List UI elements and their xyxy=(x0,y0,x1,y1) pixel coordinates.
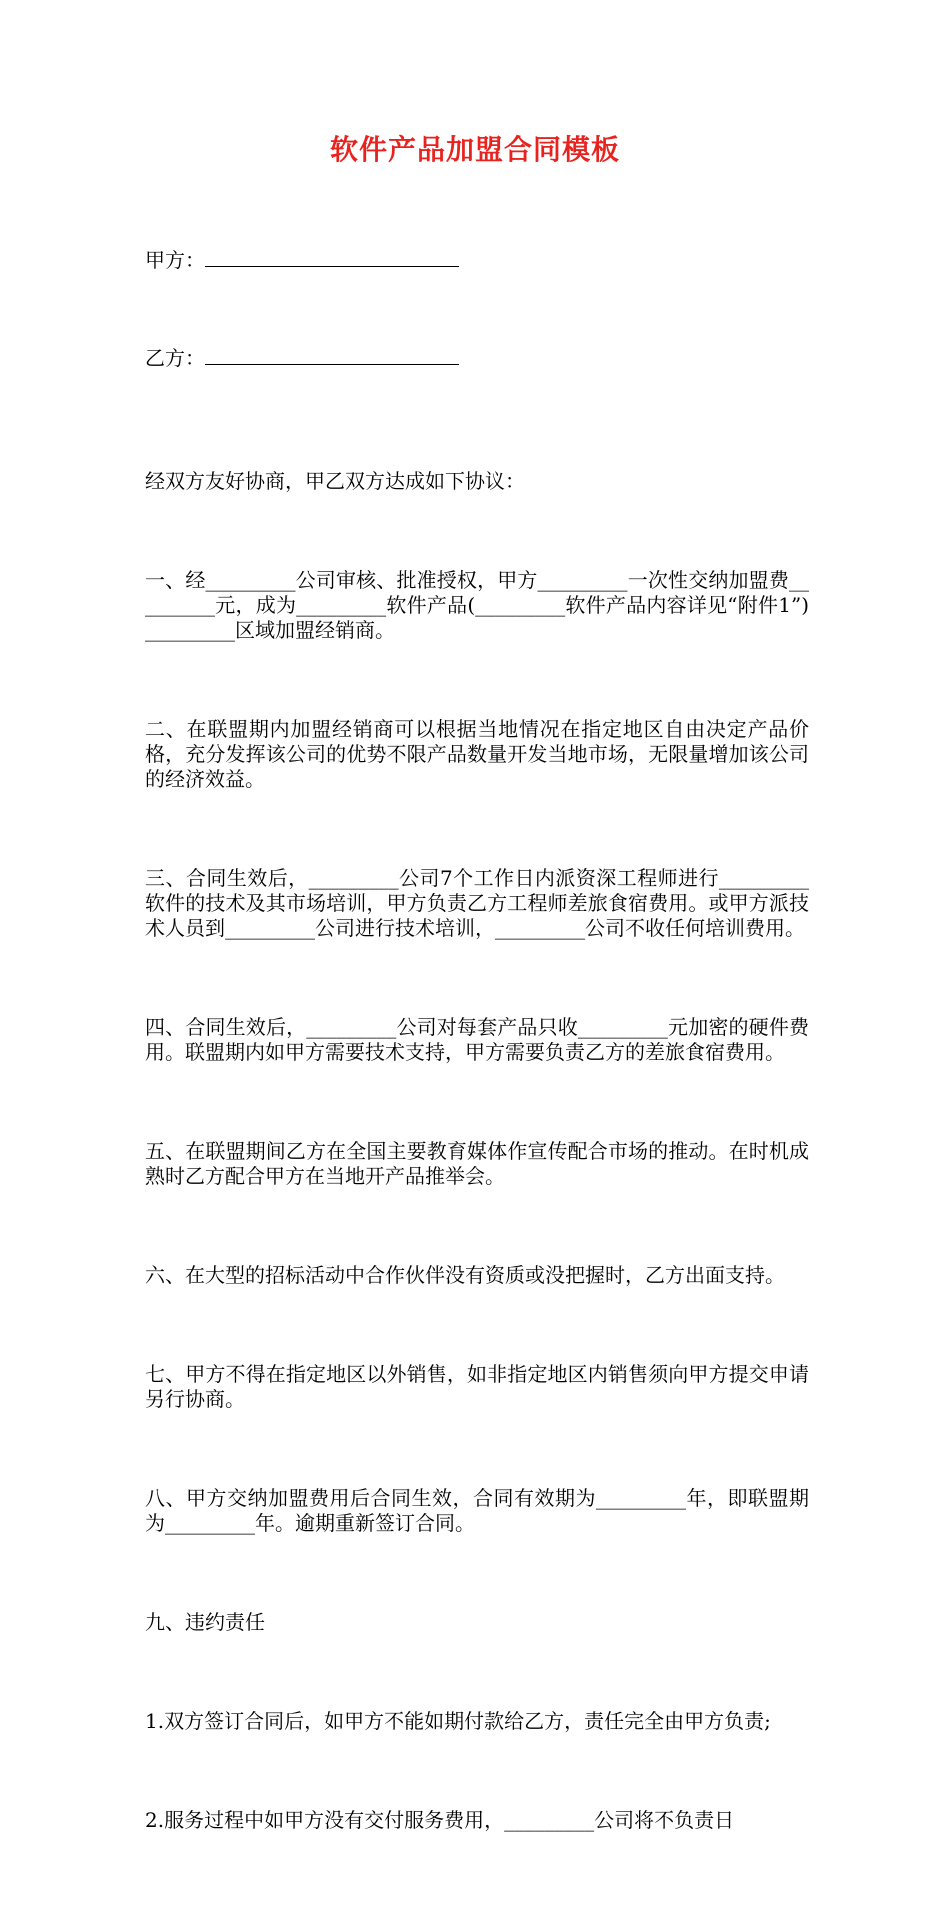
paragraph: 经双方友好协商，甲乙双方达成如下协议： xyxy=(145,469,525,493)
party-b-line xyxy=(145,346,809,371)
party-a-label: 甲方： xyxy=(145,248,205,272)
party-b-blank xyxy=(205,346,459,365)
section-heading: 九、违约责任 xyxy=(145,1610,265,1634)
paragraph: 三、合同生效后，_________公司7个工作日内派资深工程师进行_________软件的技术及其市场培训，甲方负责乙方工程师差旅食宿费用。或甲方派技术人员到_________公司进行技术培训，_________公司不收任何培训费用。 xyxy=(145,866,809,940)
document-body xyxy=(145,198,809,1907)
paragraph: 二、在联盟期内加盟经销商可以根据当地情况在指定地区自由决定产品价格，充分发挥该公司的优势不限产品数量开发当地市场，无限量增加该公司的经济效益。 xyxy=(145,717,809,791)
paragraph: 一、经_________公司审核、批准授权，甲方_________一次性交纳加盟费_________元，成为_________软件产品(_________软件产品内容详见“附件1”)_________区域加盟经销商。 xyxy=(145,568,809,642)
party-a-line xyxy=(145,248,809,273)
paragraph: 1.双方签订合同后，如甲方不能如期付款给乙方，责任完全由甲方负责; xyxy=(145,1709,771,1733)
paragraph: 七、甲方不得在指定地区以外销售，如非指定地区内销售须向甲方提交申请另行协商。 xyxy=(145,1362,809,1411)
paragraph: 五、在联盟期间乙方在全国主要教育媒体作宣传配合市场的推动。在时机成熟时乙方配合甲方在当地开产品推举会。 xyxy=(145,1139,809,1188)
paragraph: 四、合同生效后，_________公司对每套产品只收_________元加密的硬件费用。联盟期内如甲方需要技术支持，甲方需要负责乙方的差旅食宿费用。 xyxy=(145,1015,809,1064)
document-title: 软件产品加盟合同模板 xyxy=(329,133,620,166)
paragraph: 六、在大型的招标活动中合作伙伴没有资质或没把握时，乙方出面支持。 xyxy=(145,1263,785,1287)
party-a-blank xyxy=(205,248,459,267)
party-b-label: 乙方： xyxy=(145,346,205,370)
paragraph: 八、甲方交纳加盟费用后合同生效，合同有效期为_________年，即联盟期为_________年。逾期重新签订合同。 xyxy=(145,1486,809,1535)
paragraph: 2.服务过程中如甲方没有交付服务费用，_________公司将不负责日 xyxy=(145,1808,735,1832)
